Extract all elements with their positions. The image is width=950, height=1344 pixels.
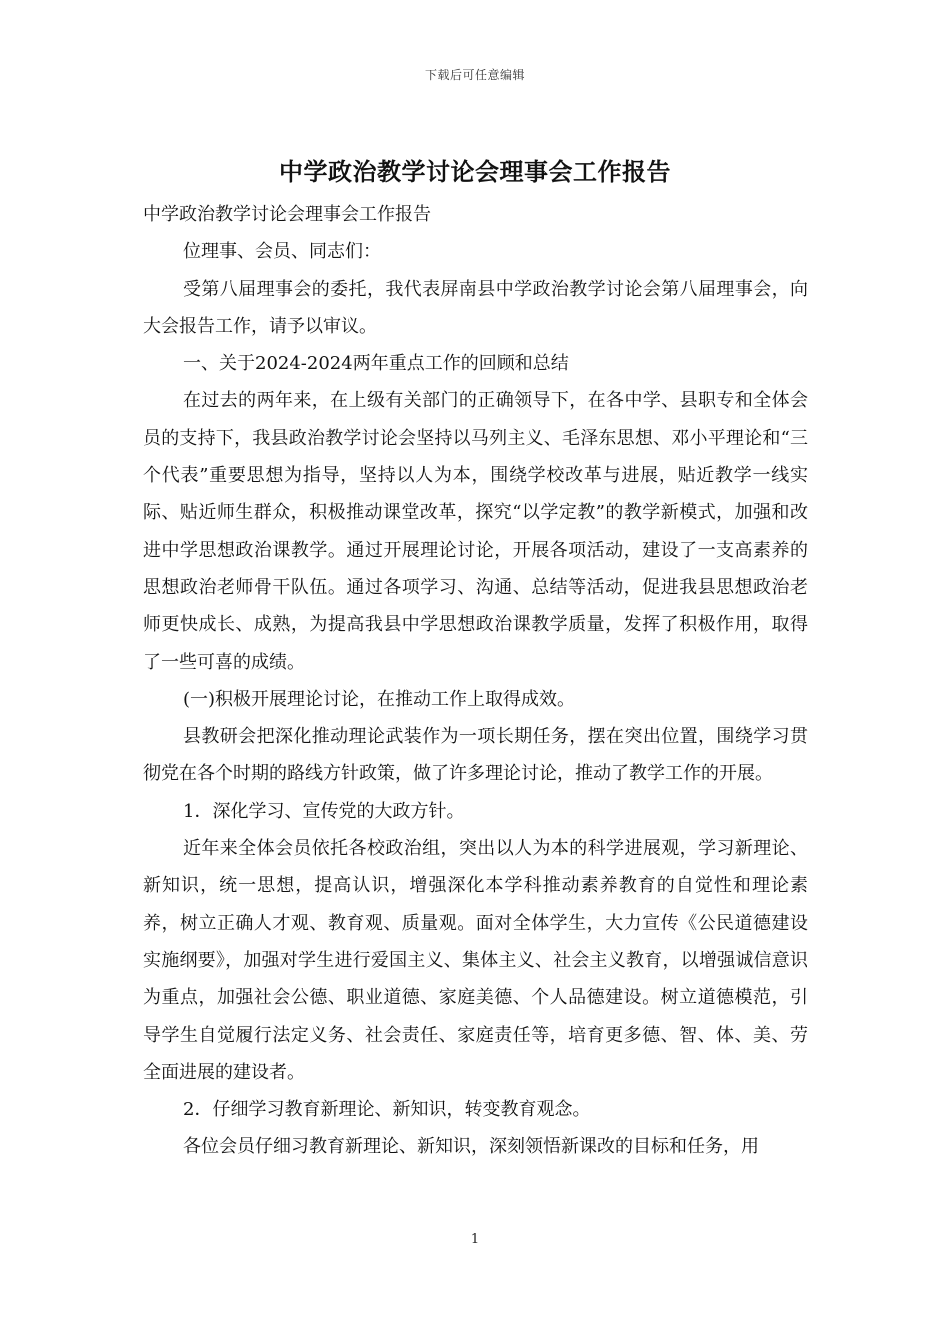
paragraph: 位理事、会员、同志们： — [183, 241, 381, 263]
page-number: 1 — [470, 1232, 480, 1247]
page-title: 中学政治教学讨论会理事会工作报告 — [279, 157, 671, 186]
paragraph: 受第八届理事会的委托，我代表屏南县中学政治教学讨论会第八届理事会，向大会报告工作，请予以审议。 — [143, 278, 808, 337]
header-note: 下载后可任意编辑 — [424, 68, 525, 82]
paragraph: 近年来全体会员依托各校政治组，突出以人为本的科学进展观，学习新理论、新知识，统一思想，提高认识，增强深化本学科推动素养教育的自觉性和理论素养，树立正确人才观、教育观、质量观。面对全体学生，大力宣传《公民道德建设实施纲要》，加强对学生进行爱国主义、集体主义、社会主义教育，以增强诚信意识为重点，加强社会公德、职业道德、家庭美德、个人品德建设。树立道德模范，引导学生自觉履行法定义务、社会责任、家庭责任等，培育更多德、智、体、美、劳全面进展的建设者。 — [143, 838, 808, 1083]
list-item-heading: 2．仔细学习教育新理论、新知识，转变教育观念。 — [183, 1099, 591, 1121]
paragraph: 在过去的两年来，在上级有关部门的正确领导下，在各中学、县职专和全体会员的支持下，我县政治教学讨论会坚持以马列主义、毛泽东思想、邓小平理论和“三个代表”重要思想为指导，坚持以人为本，围绕学校改革与进展，贴近教学一线实际、贴近师生群众，积极推动课堂改革，探究“以学定教”的教学新模式，加强和改进中学思想政治课教学。通过开展理论讨论，开展各项活动，建设了一支高素养的思想政治老师骨干队伍。通过各项学习、沟通、总结等活动，促进我县思想政治老师更快成长、成熟，为提高我县中学思想政治课教学质量，发挥了积极作用，取得了一些可喜的成绩。 — [143, 390, 808, 673]
list-item-heading: 1．深化学习、宣传党的大政方针。 — [183, 800, 465, 822]
document-body — [143, 196, 808, 1166]
paragraph: 各位会员仔细习教育新理论、新知识，深刻领悟新课改的目标和任务，用 — [183, 1136, 759, 1158]
subsection-heading: (一)积极开展理论讨论，在推动工作上取得成效。 — [183, 688, 576, 710]
paragraph: 中学政治教学讨论会理事会工作报告 — [143, 204, 431, 225]
section-heading: 一、关于2024-2024两年重点工作的回顾和总结 — [183, 353, 569, 375]
paragraph: 县教研会把深化推动理论武装作为一项长期任务，摆在突出位置，围绕学习贯彻党在各个时期的路线方针政策，做了许多理论讨论，推动了教学工作的开展。 — [143, 726, 808, 785]
